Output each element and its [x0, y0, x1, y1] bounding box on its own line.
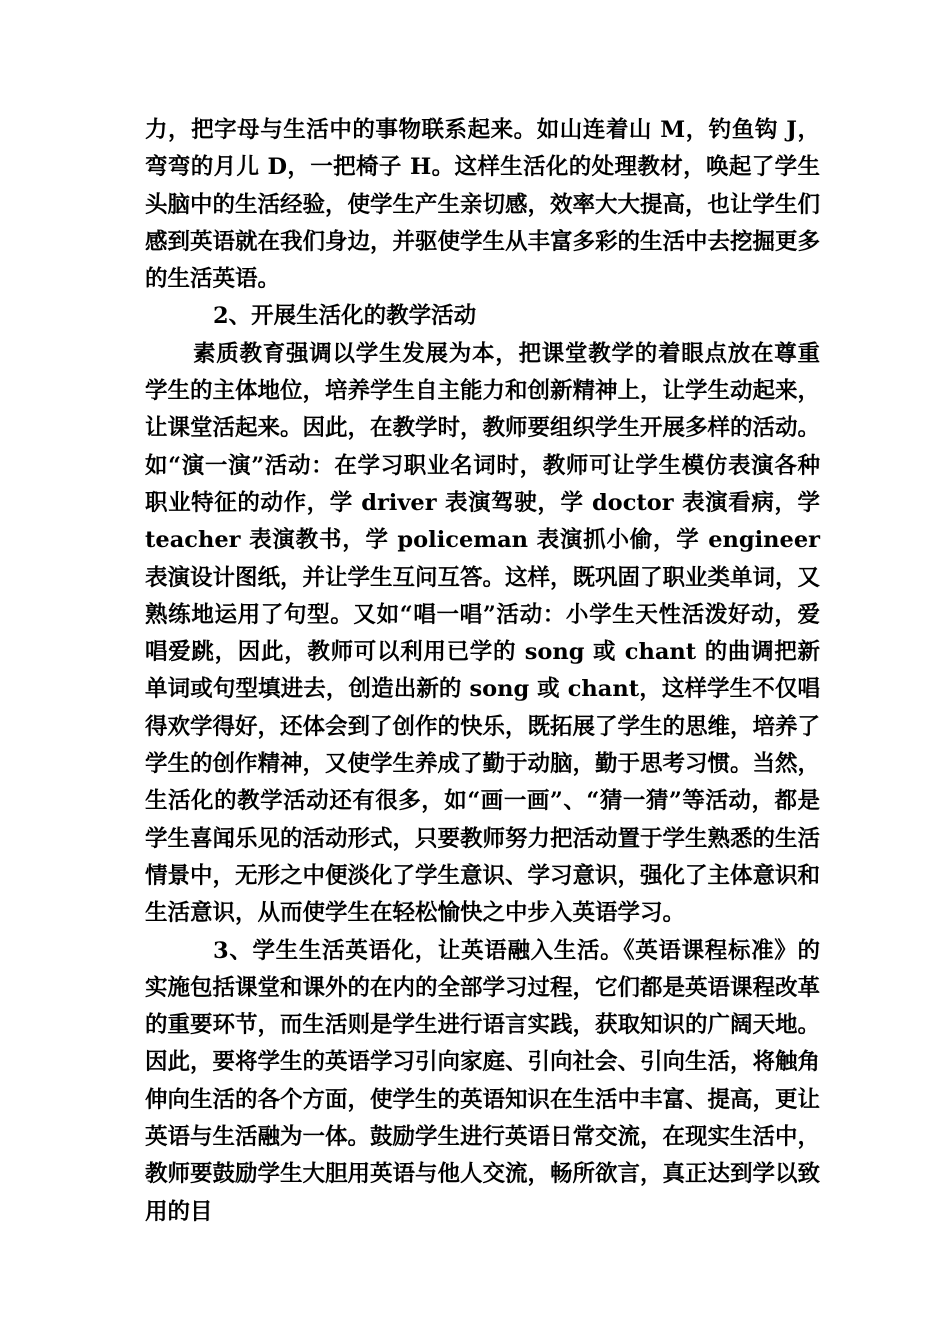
paragraph-english-in-life: 3、学生生活英语化，让英语融入生活。《英语课程标准》的实施包括课堂和课外的在内的全部学习过程，它们都是英语课程改革的重要环节，而生活则是学生进行语言实践，获取知识的广阔天地。因此，要将学生的英语学习引向家庭、引向社会、引向生活，将触角伸向生活的各个方面，使学生的英语知识在生活中丰富、提高，更让英语与生活融为一体。鼓励学生进行英语日常交流，在现实生活中，教师要鼓励学生大胆用英语与他人交流，畅所欲言，真正达到学以致用的目 — [145, 937, 821, 1225]
paragraph-letter-association: 力，把字母与生活中的事物联系起来。如山连着山 M，钓鱼钩 J，弯弯的月儿 D，一把椅子 H。这样生活化的处理教材，唤起了学生头脑中的生活经验，使学生产生亲切感，效率大大提高，也让学生们感到英语就在我们身边，并驱使学生从丰富多彩的生活中去挖掘更多的生活英语。 — [145, 117, 821, 293]
document-body — [145, 112, 820, 1231]
section-heading-teaching-activities: 2、开展生活化的教学活动 — [213, 303, 477, 330]
paragraph-teaching-activities: 素质教育强调以学生发展为本，把课堂教学的着眼点放在尊重学生的主体地位，培养学生自主能力和创新精神上，让学生动起来，让课堂活起来。因此，在教学时，教师要组织学生开展多样的活动。如“演一演”活动：在学习职业名词时，教师可让学生模仿表演各种职业特征的动作，学 driver 表演驾驶，学 doctor 表演看病，学 teacher 表演教书，学 policeman 表演抓小偷，学 engineer 表演设计图纸，并让学生互问互答。这样，既巩固了职业类单词，又熟练地运用了句型。又如“唱一唱”活动：小学生天性活泼好动，爱唱爱跳，因此，教师可以利用已学的 song 或 chant 的曲调把新单词或句型填进去，创造出新的 song 或 chant，这样学生不仅唱得欢学得好，还体会到了创作的快乐，既拓展了学生的思维，培养了学生的创作精神，又使学生养成了勤于动脑，勤于思考习惯。当然，生活化的教学活动还有很多，如“画一画”、“猜一猜”等活动，都是学生喜闻乐见的活动形式，只要教师努力把活动置于学生熟悉的生活情景中，无形之中便淡化了学生意识、学习意识，强化了主体意识和生活意识，从而使学生在轻松愉快之中步入英语学习。 — [145, 340, 821, 927]
